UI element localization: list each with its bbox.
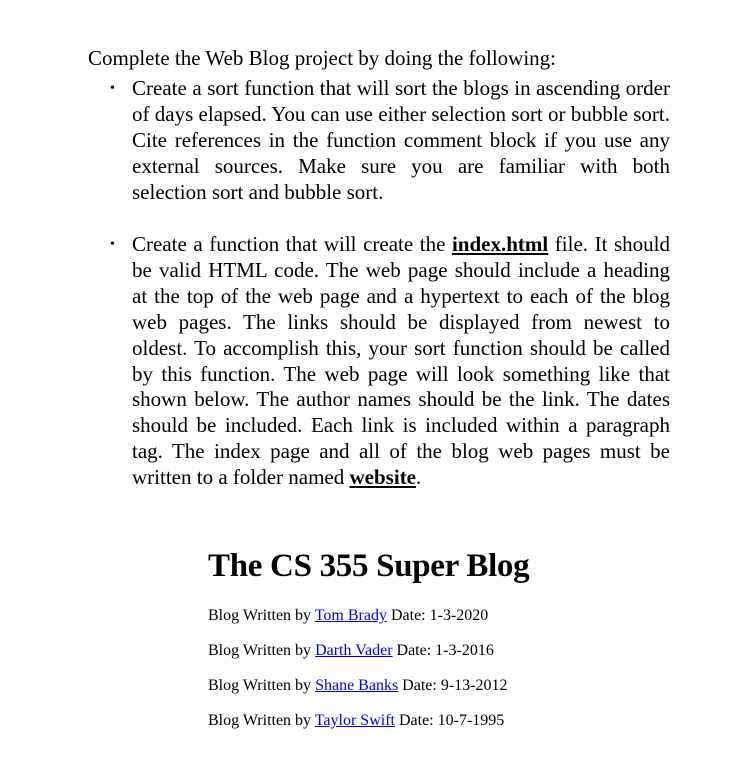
date-label: Date: xyxy=(398,677,441,694)
blog-date: 1-3-2016 xyxy=(435,642,494,659)
blog-written-by-label: Blog Written by xyxy=(208,677,316,694)
date-label: Date: xyxy=(392,642,436,659)
author-link-taylor-swift[interactable]: Taylor Swift xyxy=(314,712,395,729)
blog-date: 9-13-2012 xyxy=(440,677,508,694)
blog-links-list xyxy=(208,606,507,746)
requirement-sort-function xyxy=(110,76,670,206)
blog-preview-title: The CS 355 Super Blog xyxy=(208,548,530,584)
blog-written-by-label: Blog Written by xyxy=(208,607,315,624)
blog-date: 10-7-1995 xyxy=(437,712,505,729)
date-label: Date: xyxy=(386,607,430,624)
index-file-name: index.html xyxy=(451,232,549,256)
intro-paragraph: Complete the Web Blog project by doing the following: xyxy=(88,46,557,70)
blog-written-by-label: Blog Written by xyxy=(208,712,315,729)
requirement-index-function xyxy=(110,232,670,491)
requirement-index-text-middle: file. It should be valid HTML code. The web page should include a heading at the top of the web page and a hypertext to each of the blog web pages. The links should be displayed from newest to oldest. To accomplish this, your sort function should be called by this function. The web page will look something like that shown below. The author names should be the link. The dates should be included. Each link is included within a paragraph tag. The index page and all of the blog web pages must be written to a folder named xyxy=(132,232,670,490)
requirement-index-text-after: . xyxy=(416,465,422,490)
bullet-icon: • xyxy=(110,237,115,252)
blog-link-row xyxy=(208,711,507,746)
blog-link-row xyxy=(208,606,507,641)
bullet-icon: • xyxy=(110,81,115,96)
author-link-shane-banks[interactable]: Shane Banks xyxy=(315,677,399,694)
blog-preview-example xyxy=(208,544,708,729)
requirement-index-text-before: Create a function that will create the xyxy=(132,232,452,256)
blog-link-row xyxy=(208,676,507,711)
author-link-darth-vader[interactable]: Darth Vader xyxy=(315,642,393,659)
requirement-sort-text: Create a sort function that will sort the blogs in ascending order of days elapsed. You can use either selection sort or bubble sort. Cite references in the function comment block if you use any external sources. Make sure you are familiar with both selection sort and bubble sort. xyxy=(132,76,670,204)
blog-date: 1-3-2020 xyxy=(429,607,489,624)
blog-written-by-label: Blog Written by xyxy=(208,642,316,659)
website-folder-name: website xyxy=(349,465,417,490)
date-label: Date: xyxy=(394,712,438,729)
author-link-tom-brady[interactable]: Tom Brady xyxy=(314,607,387,624)
blog-link-row xyxy=(208,641,507,676)
